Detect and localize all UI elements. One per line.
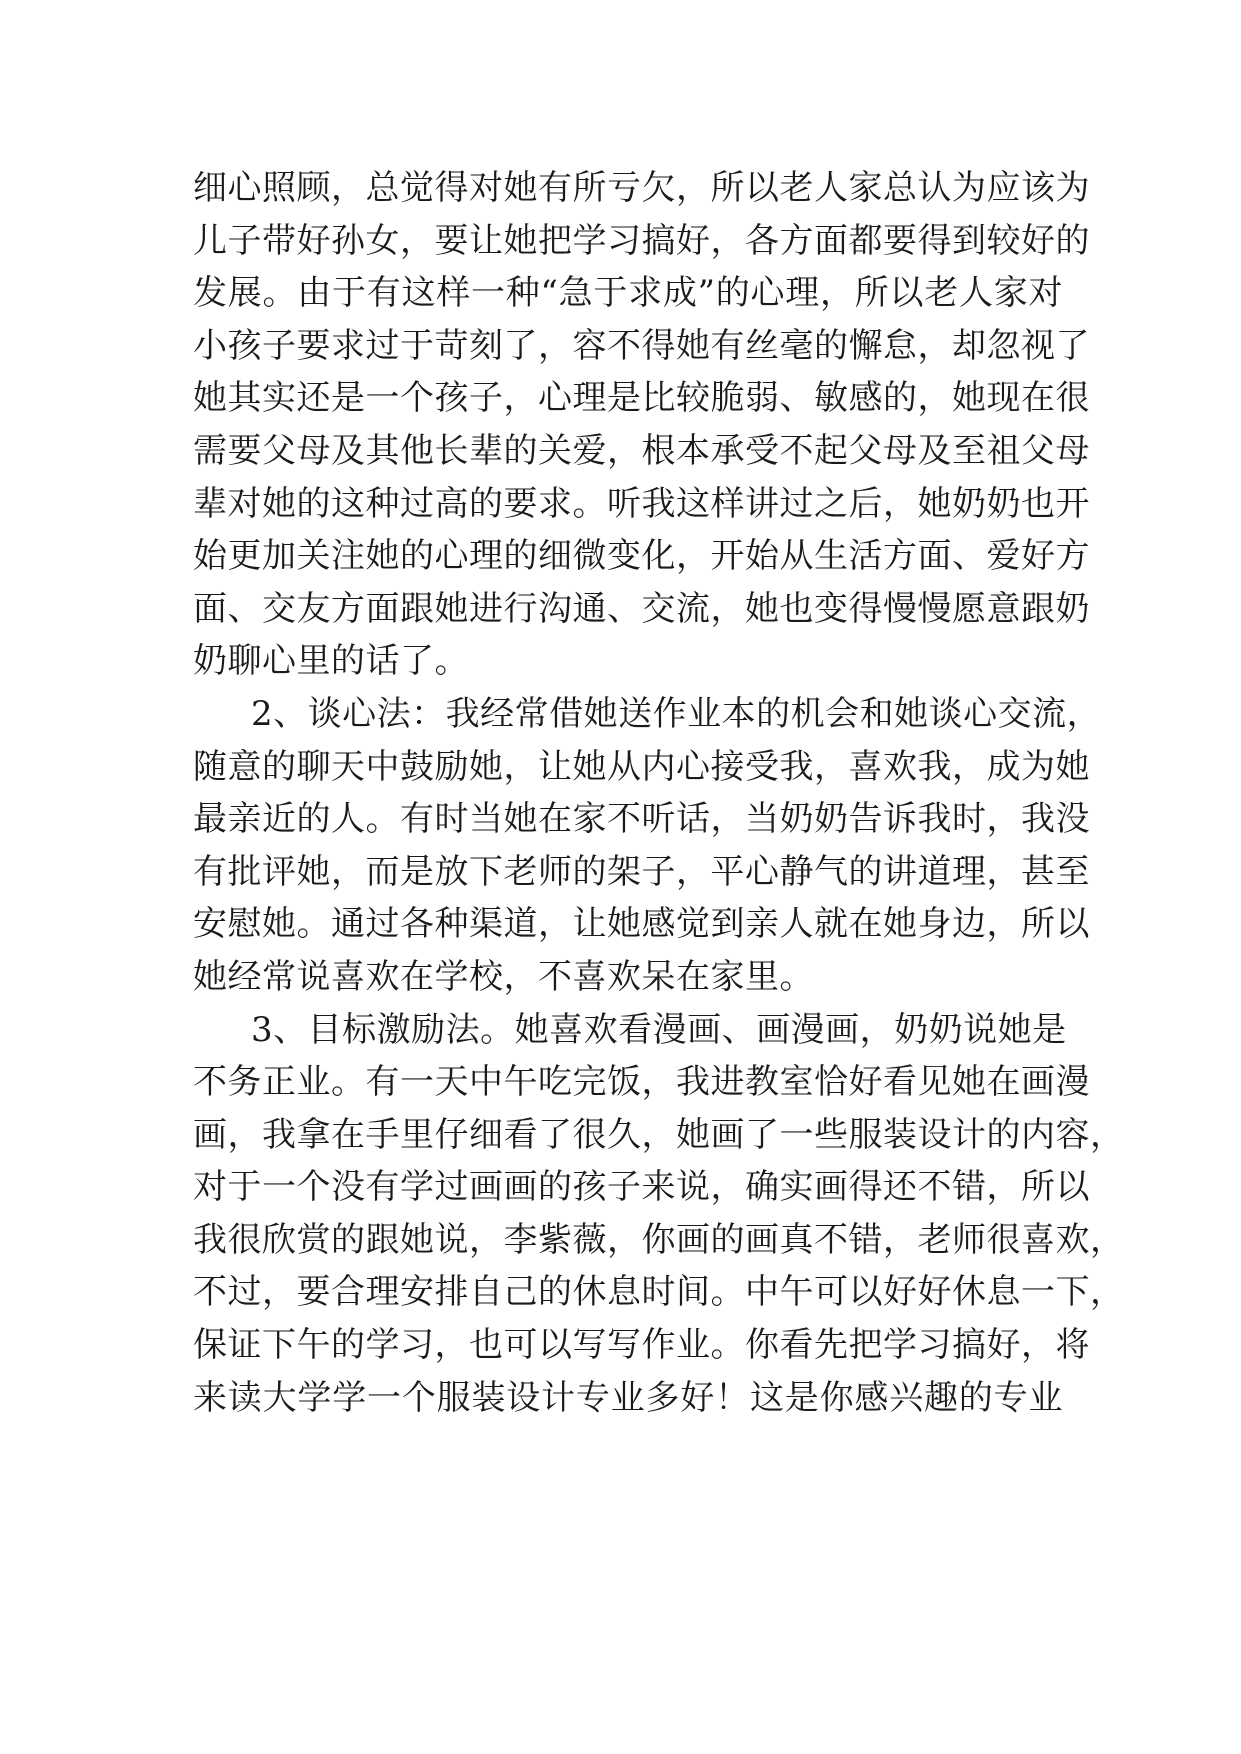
text-line: 细心照顾，总觉得对她有所亏欠，所以老人家总认为应该为 xyxy=(193,168,1090,208)
text-line: 最亲近的人。有时当她在家不听话，当奶奶告诉我时，我没 xyxy=(193,799,1090,840)
text-line: 我很欣赏的跟她说，李紫薇，你画的画真不错，老师很喜欢， xyxy=(193,1219,1125,1260)
text-line: 她经常说喜欢在学校，不喜欢呆在家里。 xyxy=(193,956,814,997)
text-line: 奶聊心里的话了。 xyxy=(193,641,469,682)
text-line: 需要父母及其他长辈的关爱，根本承受不起父母及至祖父母 xyxy=(193,430,1090,471)
text-line: 来读大学学一个服装设计专业多好！这是你感兴趣的专业 xyxy=(193,1377,1063,1418)
text-line: 画，我拿在手里仔细看了很久，她画了一些服装设计的内容， xyxy=(193,1114,1125,1155)
text-line: 有批评她，而是放下老师的架子，平心静气的讲道理，甚至 xyxy=(193,851,1090,892)
text-line: 儿子带好孙女，要让她把学习搞好，各方面都要得到较好的 xyxy=(193,220,1090,261)
text-line: 她其实还是一个孩子，心理是比较脆弱、敏感的，她现在很 xyxy=(193,378,1090,419)
text-line: 小孩子要求过于苛刻了，容不得她有丝毫的懈怠，却忽视了 xyxy=(193,325,1090,366)
body-text xyxy=(193,162,1125,1424)
text-line: 始更加关注她的心理的细微变化，开始从生活方面、爱好方 xyxy=(193,536,1090,577)
text-line: 对于一个没有学过画画的孩子来说，确实画得还不错，所以 xyxy=(193,1167,1090,1208)
text-line: 辈对她的这种过高的要求。听我这样讲过之后，她奶奶也开 xyxy=(193,483,1090,524)
paragraph-heading-line: 2、谈心法：我经常借她送作业本的机会和她谈心交流， xyxy=(251,693,1102,734)
text-line: 发展。由于有这样一种“急于求成”的心理，所以老人家对 xyxy=(193,273,1063,314)
text-line: 面、交友方面跟她进行沟通、交流，她也变得慢慢愿意跟奶 xyxy=(193,588,1090,629)
text-line: 不务正业。有一天中午吃完饭，我进教室恰好看见她在画漫 xyxy=(193,1062,1090,1103)
text-line: 保证下午的学习，也可以写写作业。你看先把学习搞好，将 xyxy=(193,1325,1090,1366)
text-line: 不过，要合理安排自己的休息时间。中午可以好好休息一下， xyxy=(193,1272,1125,1313)
text-line: 随意的聊天中鼓励她，让她从内心接受我，喜欢我，成为她 xyxy=(193,746,1090,787)
paragraph-heading-line: 3、目标激励法。她喜欢看漫画、画漫画，奶奶说她是 xyxy=(251,1009,1067,1050)
text-line: 安慰她。通过各种渠道，让她感觉到亲人就在她身边，所以 xyxy=(193,904,1090,945)
